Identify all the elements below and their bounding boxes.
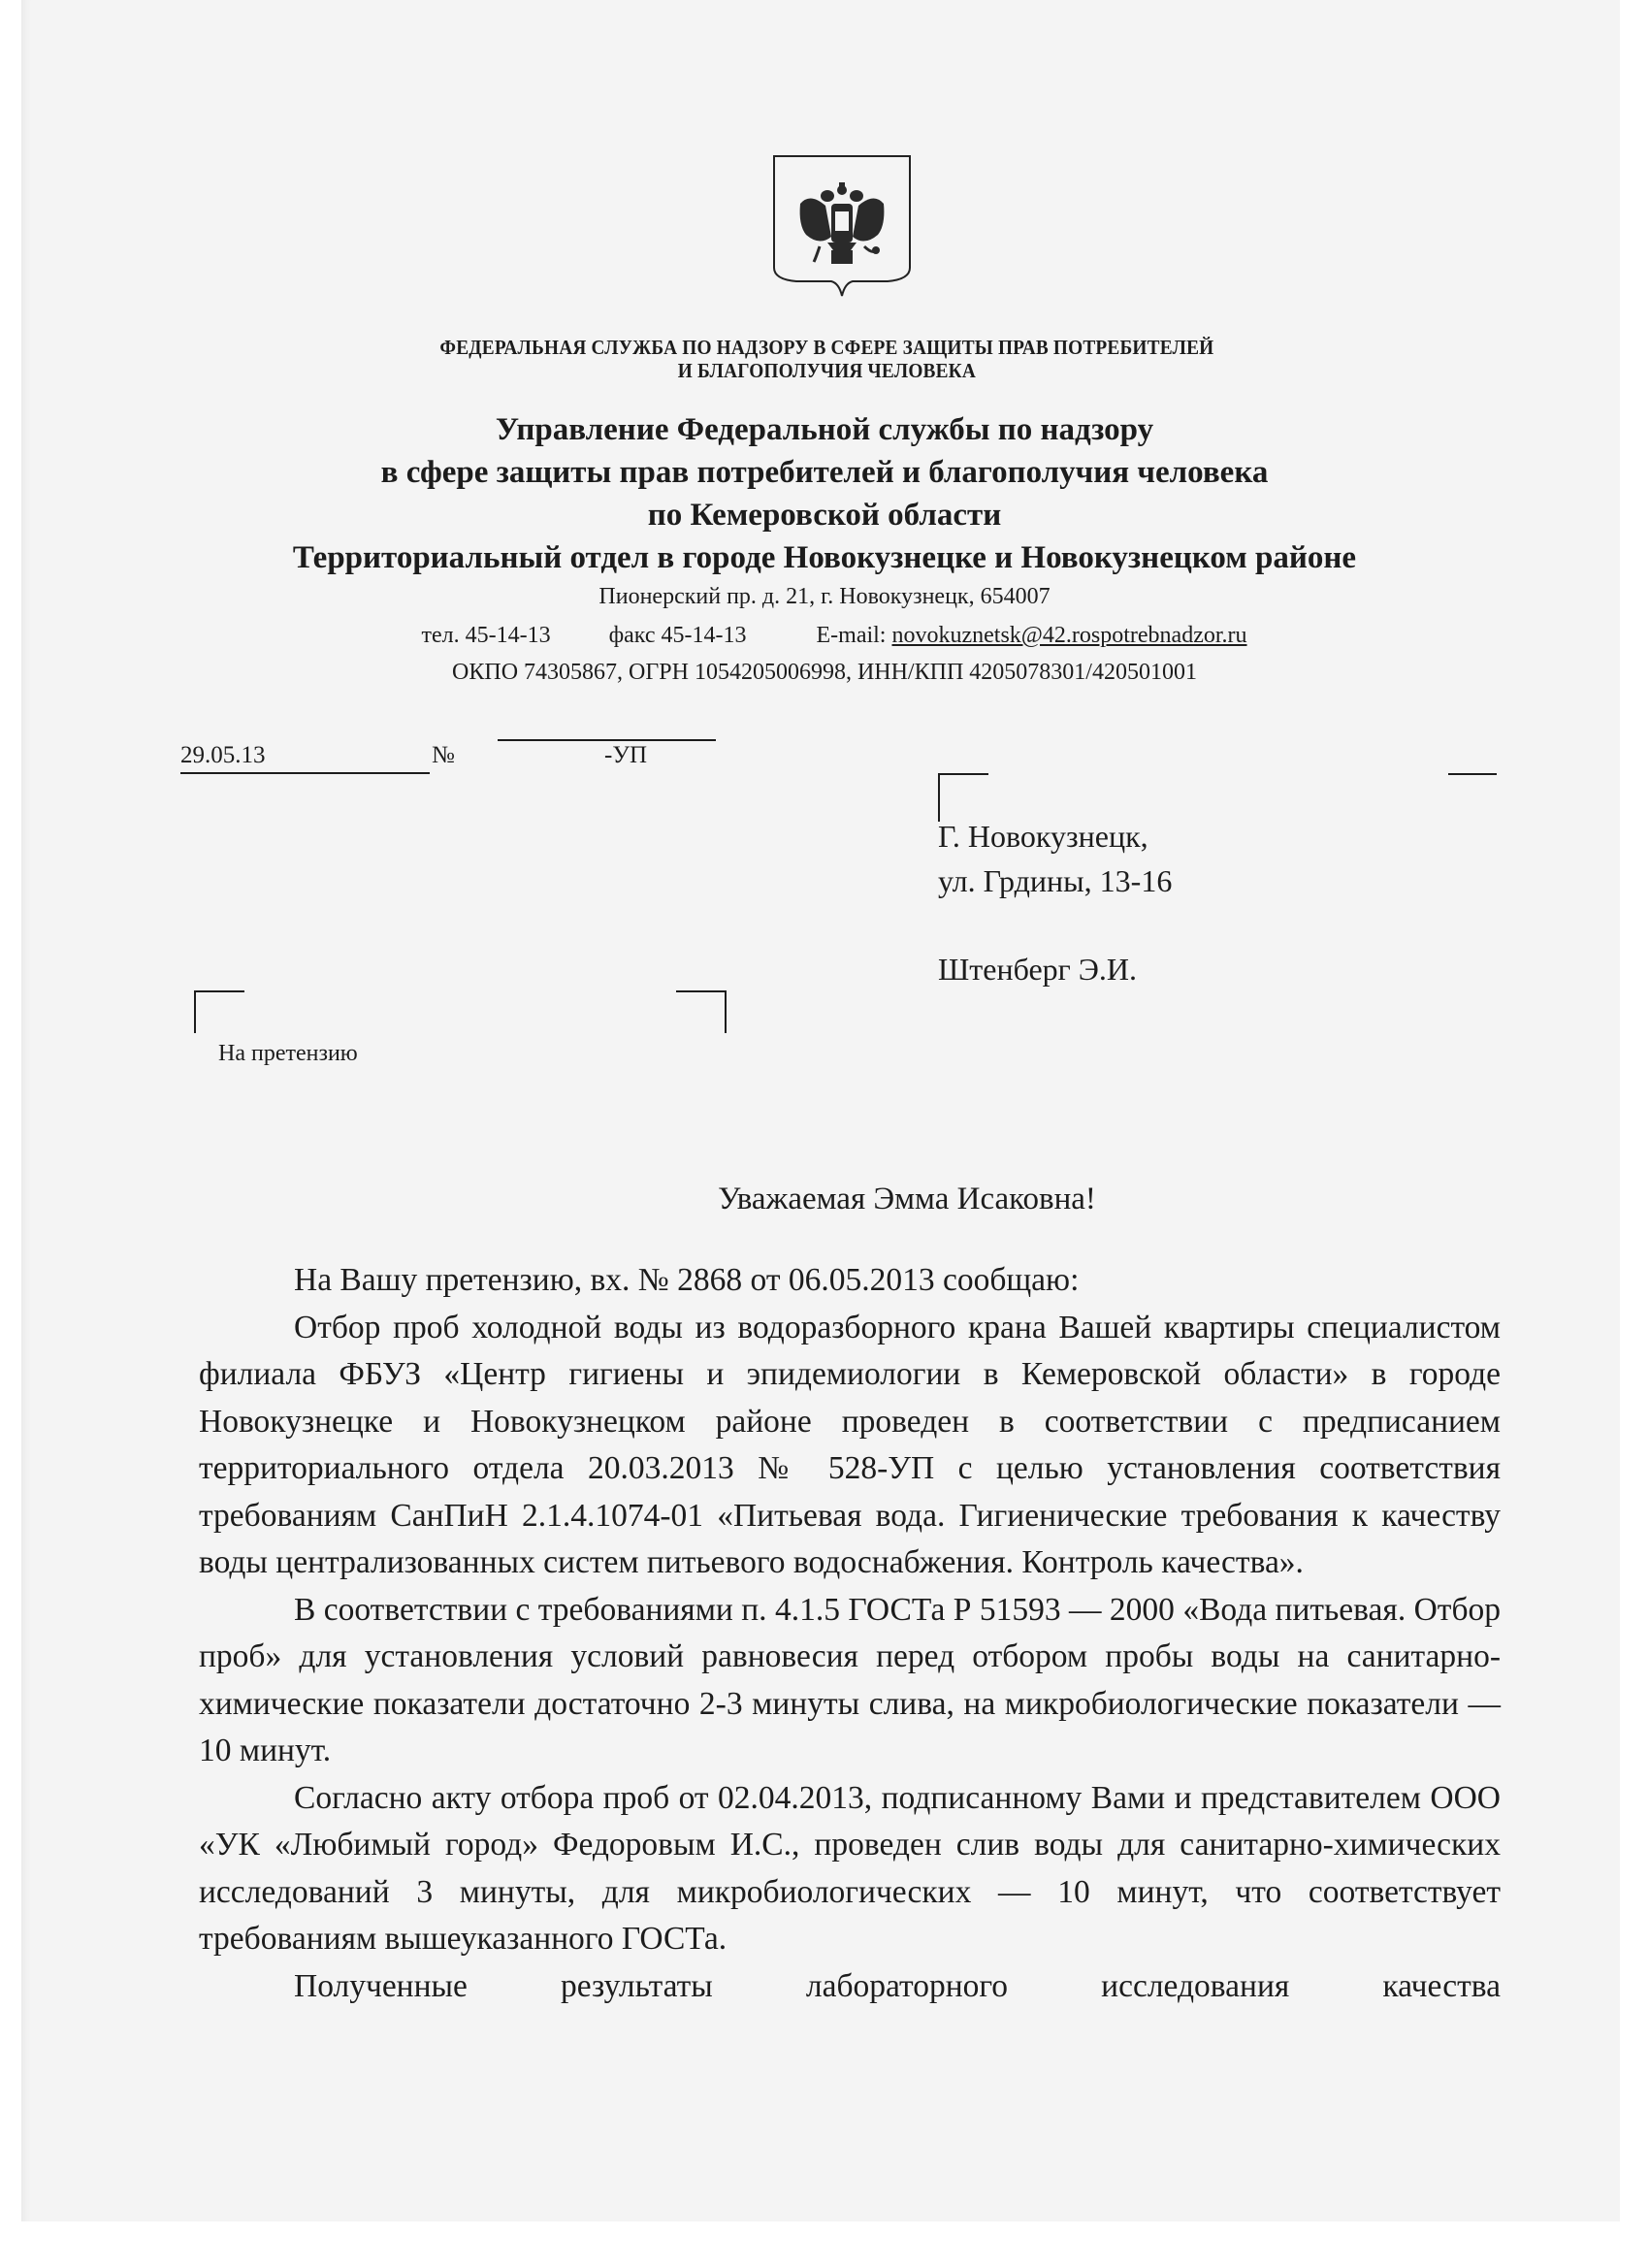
recipient-street: ул. Грдины, 13-16	[938, 863, 1173, 898]
number-sign: №	[432, 742, 455, 768]
agency-line-2: И БЛАГОПОЛУЧИЯ ЧЕЛОВЕКА	[677, 359, 976, 382]
contact-line	[0, 621, 1649, 650]
email-link[interactable]: novokuznetsk@42.rospotrebnadzor.ru	[891, 623, 1247, 648]
reference-corner-right	[676, 990, 727, 1033]
agency-name	[68, 336, 1585, 382]
reference-label: На претензию	[218, 1041, 358, 1066]
outgoing-number: -УП	[604, 742, 648, 768]
recipient-city: Г. Новокузнецк,	[938, 819, 1148, 854]
department-line-1: Управление Федеральной службы по надзору	[495, 412, 1154, 447]
department-line-4: Территориальный отдел в городе Новокузнецке и Новокузнецком районе	[292, 540, 1357, 575]
outgoing-number-field	[498, 739, 716, 768]
russian-coat-of-arms-icon	[771, 153, 913, 299]
email-label: E-mail:	[816, 623, 887, 648]
phone: тел. 45-14-13	[421, 623, 551, 648]
address-corner-right	[1448, 773, 1497, 775]
paragraph-sampling-act: Согласно акту отбора проб от 02.04.2013, подписанному Вами и представителем ООО «УК «Любимый город» Федоровым И.С., проведен слив воды для санитарно-химических исследований 3 минуты, для микробиологических — 10 минут, что соответствует требованиям вышеуказанного ГОСТа.	[199, 1779, 1501, 1957]
department-line-3: по Кемеровской области	[647, 498, 1002, 533]
paragraph-gost-requirements: В соответствии с требованиями п. 4.1.5 ГОСТа Р 51593 — 2000 «Вода питьевая. Отбор проб» для установления условий равновесия перед отбором пробы воды на санитарно-химические показатели достаточно 2-3 минуты слива, на микробиологические показатели — 10 минут.	[199, 1591, 1501, 1768]
office-address: Пионерский пр. д. 21, г. Новокузнецк, 654007	[598, 584, 1051, 609]
paragraph-intro: На Вашу претензию, вх. № 2868 от 06.05.2013 сообщаю:	[294, 1262, 1080, 1298]
recipient-name: Штенберг Э.И.	[938, 952, 1138, 987]
letter-body	[199, 1257, 1501, 2010]
department-line-2: в сфере защиты прав потребителей и благополучия человека	[380, 455, 1269, 490]
reference-corner-left	[194, 990, 244, 1033]
paragraph-sampling: Отбор проб холодной воды из водоразборного крана Вашей квартиры специалистом филиала ФБУЗ «Центр гигиены и эпидемиологии в Кемеровской области» в городе Новокузнецке и Новокузнецком районе проведен в соответствии с предписанием территориального отдела 20.03.2013 № 528-УП с целью установления соответствия требованиям СанПиН 2.1.4.1074-01 «Питьевая вода. Гигиенические требования к качеству воды централизованных систем питьевого водоснабжения. Контроль качества».	[199, 1309, 1501, 1580]
registry-codes: ОКПО 74305867, ОГРН 1054205006998, ИНН/КПП 4205078301/420501001	[452, 660, 1197, 685]
outgoing-date: 29.05.13	[180, 739, 430, 774]
paragraph-results: Полученные результаты лабораторного исследования качества	[294, 1967, 1501, 2004]
fax: факс 45-14-13	[608, 623, 747, 648]
agency-line-1: ФЕДЕРАЛЬНАЯ СЛУЖБА ПО НАДЗОРУ В СФЕРЕ ЗАЩИТЫ ПРАВ ПОТРЕБИТЕЛЕЙ	[439, 336, 1214, 359]
salutation: Уважаемая Эмма Исаковна!	[718, 1182, 1096, 1216]
